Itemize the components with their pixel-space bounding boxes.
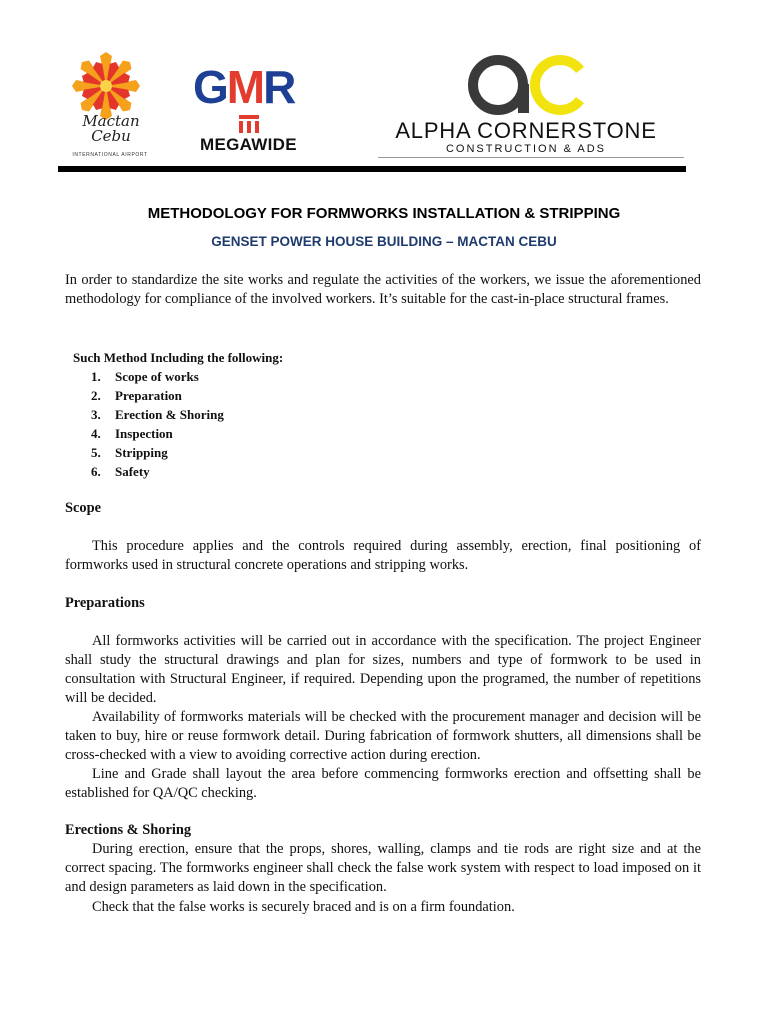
header-thin-divider [378, 157, 684, 158]
alpha-cornerstone-ac-icon [462, 54, 586, 116]
list-item: 6. Safety [91, 464, 150, 479]
erections-heading: Erections & Shoring [65, 822, 192, 838]
method-list [91, 367, 224, 481]
scope-paragraph: This procedure applies and the controls required during assembly, erection, final positioning of formworks used in structural concrete operations and stripping works. [65, 538, 701, 573]
alpha-cornerstone-name: ALPHA CORNERSTONE [395, 118, 657, 143]
list-item: 1. Scope of works [91, 369, 199, 384]
method-list-intro: Such Method Including the following: [73, 350, 284, 365]
megawide-icon [239, 115, 259, 133]
intro-paragraph: In order to standardize the site works and regulate the activities of the workers, we issue the aforementioned methodology for compliance of the involved workers. It’s suitable for the cast-in-place structural frames. [65, 272, 701, 307]
gmr-logo: GMR [193, 61, 295, 113]
list-item: 2. Preparation [91, 388, 182, 403]
document-subtitle: GENSET POWER HOUSE BUILDING – MACTAN CEBU [211, 234, 557, 249]
preparations-paragraph-2: Availability of formworks materials will be checked with the procurement manager and decision will be taken to buy, hire or reuse formwork detail. During fabrication of formwork shutters, all dimensions shall be cross-checked with a view to avoiding corrective action during erection. [65, 709, 701, 763]
preparations-paragraph-3: Line and Grade shall layout the area before commencing formworks erection and offsetting shall be established for QA/QC checking. [65, 766, 701, 801]
header-divider [58, 166, 686, 172]
erections-paragraph-1: During erection, ensure that the props, shores, walling, clamps and tie rods are right size and at the correct spacing. The formworks engineer shall check the false work system with respect to load imposed on it and design parameters as laid down in the specification. [65, 841, 701, 895]
mactan-logo-subtitle: INTERNATIONAL AIRPORT [72, 152, 148, 158]
preparations-heading: Preparations [65, 595, 145, 611]
list-item: 4. Inspection [91, 426, 173, 441]
list-item: 5. Stripping [91, 445, 168, 460]
list-item: 3. Erection & Shoring [91, 407, 224, 422]
alpha-cornerstone-tagline: CONSTRUCTION & ADS [445, 143, 607, 155]
scope-heading: Scope [65, 500, 101, 516]
mactan-cebu-flower-logo [60, 52, 156, 162]
preparations-paragraph-1: All formworks activities will be carried out in accordance with the specification. The project Engineer shall study the structural drawings and plan for sizes, numbers and type of formwork to be used in consultation with Structural Engineer, if required. Depending upon the programed, the number of repetitions will be decided. [65, 633, 701, 706]
document-title: METHODOLOGY FOR FORMWORKS INSTALLATION & STRIPPING [147, 205, 621, 222]
erections-paragraph-2: Check that the false works is securely braced and is on a firm foundation. [92, 899, 515, 915]
megawide-wordmark: MEGAWIDE [200, 135, 297, 154]
mactan-cebu-wordmark: Mactan Cebu [82, 112, 140, 145]
